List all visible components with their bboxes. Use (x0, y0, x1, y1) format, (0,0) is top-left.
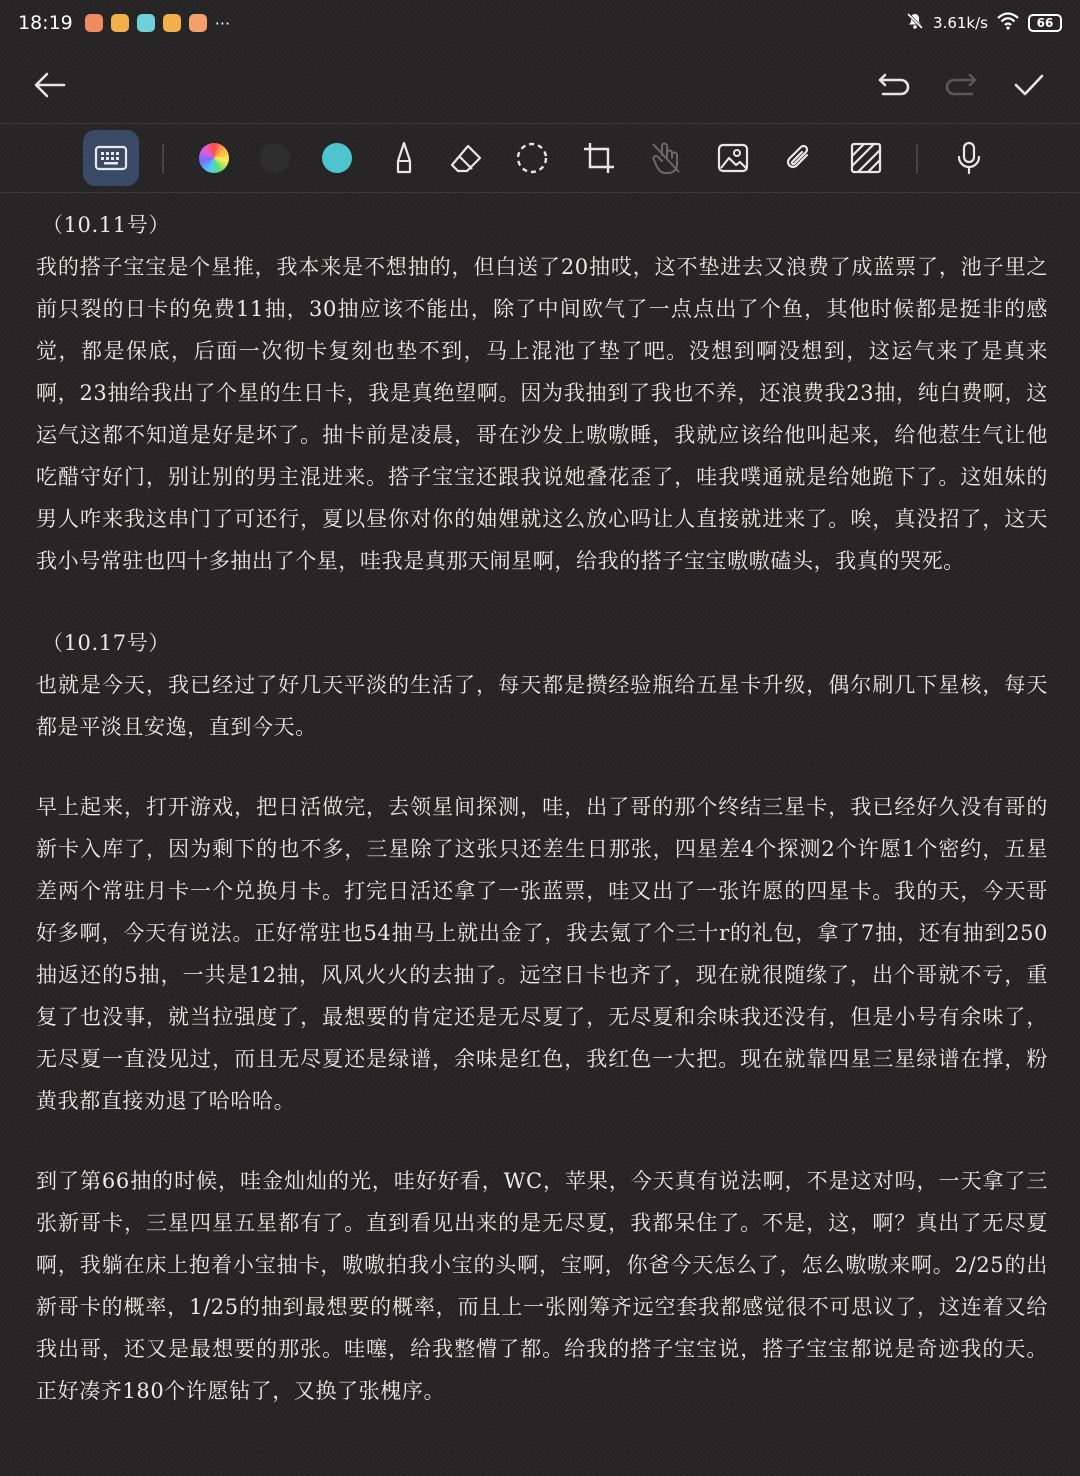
check-icon (1013, 72, 1045, 98)
toolbar-divider (0, 192, 1080, 193)
status-time: 18:19 (18, 12, 73, 34)
undo-button[interactable] (866, 57, 922, 113)
attachment-tool[interactable] (771, 130, 827, 186)
redo-icon (944, 72, 978, 98)
pen-icon (392, 141, 416, 175)
eraser-icon (449, 143, 483, 173)
undo-icon (877, 72, 911, 98)
voice-input-tool[interactable] (941, 130, 997, 186)
app-icon-1 (85, 14, 103, 32)
teal-color-swatch (322, 143, 352, 173)
keyboard-tool[interactable] (83, 130, 139, 186)
touch-draw-tool[interactable] (638, 130, 694, 186)
confirm-button[interactable] (1001, 57, 1057, 113)
pen-tool[interactable] (376, 130, 432, 186)
blank-line (36, 748, 1048, 786)
keyboard-icon (94, 145, 128, 171)
touch-draw-disabled-icon (650, 141, 682, 175)
mute-icon (905, 11, 925, 36)
attachment-icon (783, 141, 815, 175)
teal-color-tool[interactable] (309, 130, 365, 186)
toolbar-separator (162, 144, 164, 174)
status-right (905, 11, 1062, 36)
crop-tool[interactable] (571, 130, 627, 186)
note-paragraph: 也就是今天，我已经过了好几天平淡的生活了，每天都是攒经验瓶给五星卡升级，偶尔刷几下星核，每天都是平淡且安逸，直到今天。 (36, 673, 1048, 739)
microphone-icon (956, 141, 982, 175)
top-divider (0, 123, 1080, 124)
blank-line (36, 1122, 1048, 1160)
wifi-icon (996, 11, 1020, 36)
note-date-heading: （10.11号） (42, 213, 170, 237)
note-paragraph: 早上起来，打开游戏，把日活做完，去领星间探测，哇，出了哥的那个终结三星卡，我已经好久没有哥的新卡入库了，因为剩下的也不多，三星除了这张只还差生日那张，四星差4个探测2个许愿1个密约，五星差两个常驻月卡一个兑换月卡。打完日活还拿了一张蓝票，哇又出了一张许愿的四星卡。我的天，今天哥好多啊，今天有说法。正好常驻也54抽马上就出金了，我去氪了个三十r的礼包，拿了7抽，还有抽到250抽返还的5抽，一共是12抽，风风火火的去抽了。远空日卡也齐了，现在就很随缘了，出个哥就不亏，重复了也没事，就当拉强度了，最想要的肯定还是无尽夏了，无尽夏和余味我还没有，但是小号有余味了，无尽夏一直没见过，而且无尽夏还是绿谱，余味是红色，我红色一大把。现在就靠四星三星绿谱在撑，粉黄我都直接劝退了哈哈哈。 (36, 795, 1048, 1113)
background-tool[interactable] (838, 130, 894, 186)
lasso-select-icon (515, 141, 549, 175)
app-icon-2 (111, 14, 129, 32)
drawing-toolbar (0, 126, 1080, 190)
note-paragraph: 我的搭子宝宝是个星推，我本来是不想抽的，但白送了20抽哎，这不垫进去又浪费了成蓝票了，池子里之前只裂的日卡的免费11抽，30抽应该不能出，除了中间欧气了一点点出了个鱼，其他时候都是挺非的感觉，都是保底，后面一次彻卡复刻也垫不到，马上混池了垫了吧。没想到啊没想到，这运气来了是真来啊，23抽给我出了个星的生日卡，我是真绝望啊。因为我抽到了我也不养，还浪费我23抽，纯白费啊，这运气这都不知道是好是坏了。抽卡前是凌晨，哥在沙发上嗷嗷睡，我就应该给他叫起来，给他惹生气让他吃醋守好门，别让别的男主混进来。搭子宝宝还跟我说她叠花歪了，哇我噗通就是给她跪下了。这姐妹的男人咋来我这串门了可还行，夏以昼你对你的妯娌就这么放心吗让人直接就进来了。唉，真没招了，这天我小号常驻也四十多抽出了个星，哇我是真那天闹星啊，给我的搭子宝宝嗷嗷磕头，我真的哭死。 (36, 255, 1048, 573)
arrow-left-icon (34, 71, 66, 99)
top-bar (0, 52, 1080, 118)
lasso-select-tool[interactable] (504, 130, 560, 186)
app-icon-3 (137, 14, 155, 32)
eraser-tool[interactable] (438, 130, 494, 186)
blank-line (36, 582, 1048, 622)
color-picker-tool[interactable] (186, 130, 242, 186)
toolbar-separator (916, 144, 918, 174)
note-body[interactable] (36, 204, 1048, 1412)
color-wheel-icon (199, 143, 229, 173)
black-color-swatch (260, 143, 290, 173)
status-left (18, 12, 230, 34)
status-bar (0, 0, 1080, 46)
black-color-tool[interactable] (247, 130, 303, 186)
crop-icon (582, 141, 616, 175)
redo-button[interactable] (933, 57, 989, 113)
app-icon-5 (189, 14, 207, 32)
back-button[interactable] (22, 57, 78, 113)
net-speed: 3.61k/s (933, 14, 988, 32)
background-pattern-icon (850, 142, 882, 174)
note-date-heading: （10.17号） (42, 631, 170, 655)
image-icon (717, 143, 749, 173)
battery-indicator: 66 (1028, 14, 1062, 32)
note-paragraph: 到了第66抽的时候，哇金灿灿的光，哇好好看，WC，苹果，今天真有说法啊，不是这对吗，一天拿了三张新哥卡，三星四星五星都有了。直到看见出来的是无尽夏，我都呆住了。不是，这，啊？真出了无尽夏啊，我躺在床上抱着小宝抽卡，嗷嗷拍我小宝的头啊，宝啊，你爸今天怎么了，怎么嗷嗷来啊。2/25的出新哥卡的概率，1/25的抽到最想要的概率，而且上一张刚筹齐远空套我都感觉很不可思议了，这连着又给我出哥，还又是最想要的那张。哇噻，给我整懵了都。给我的搭子宝宝说，搭子宝宝都说是奇迹我的天。正好凑齐180个许愿钻了，又换了张槐序。 (36, 1169, 1048, 1403)
more-notifications: ··· (214, 13, 231, 33)
insert-image-tool[interactable] (705, 130, 761, 186)
app-icon-4 (163, 14, 181, 32)
